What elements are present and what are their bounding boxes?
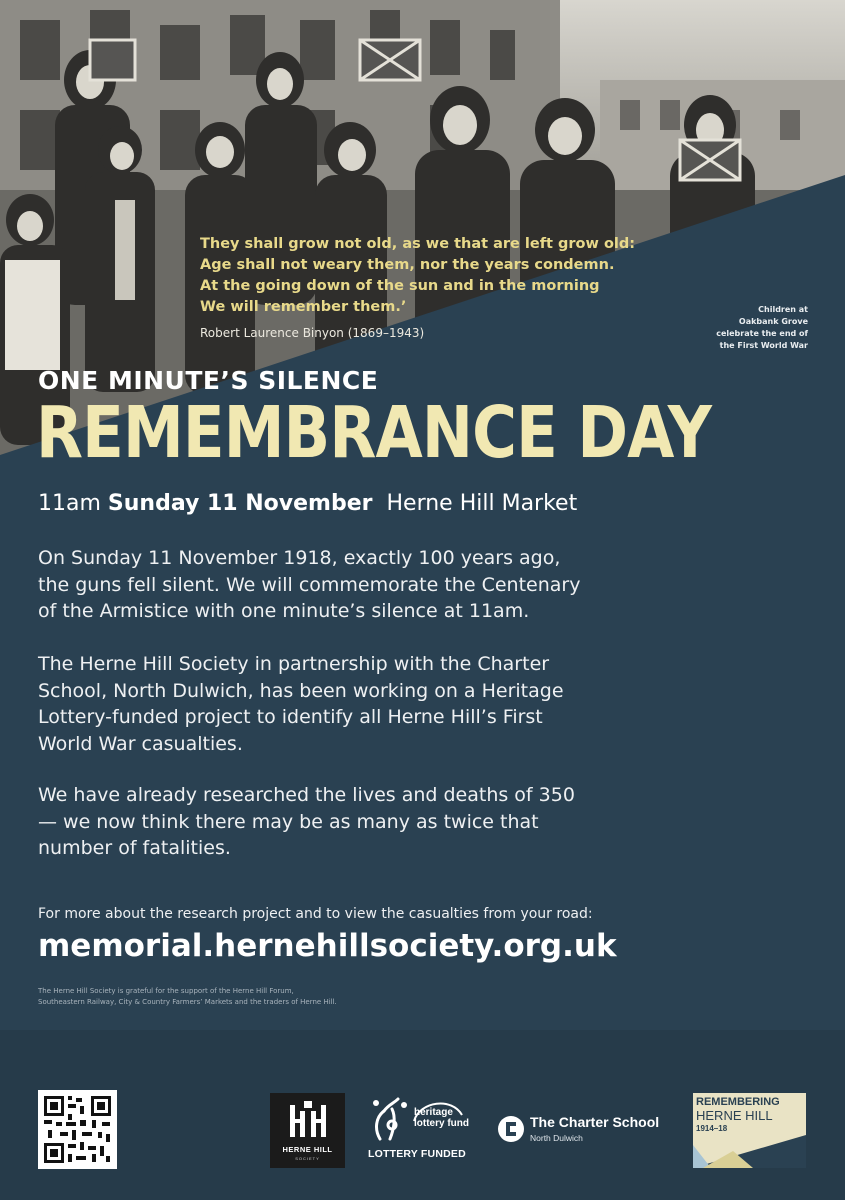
event-details [38, 491, 577, 516]
rhh-line3: 1914–18 [696, 1124, 728, 1133]
rhh-line1: REMEMBERING [696, 1096, 780, 1108]
remembering-herne-hill-logo [693, 1093, 806, 1168]
caption-line: Oakbank Grove [738, 317, 808, 326]
lottery-funded-text: LOTTERY FUNDED [368, 1148, 466, 1160]
rhh-line2: HERNE HILL [696, 1108, 773, 1123]
paragraph-line: On Sunday 11 November 1918, exactly 100 years ago, [38, 547, 561, 569]
quote-line: They shall grow not old, as we that are left grow old: [200, 236, 636, 252]
hhs-name: HERNE HILL [282, 1145, 333, 1154]
more-info-text: For more about the research project and to view the casualties from your road: [38, 906, 593, 922]
event-location: Herne Hill Market [386, 491, 578, 516]
paragraph-line: of the Armistice with one minute’s silence at 11am. [38, 600, 530, 622]
hhs-monogram-icon [290, 1101, 326, 1141]
paragraph-line: School, North Dulwich, has been working on a Heritage [38, 679, 564, 702]
paragraph-line: number of fatalities. [38, 837, 231, 859]
charter-school-location: North Dulwich [530, 1133, 583, 1143]
memorial-url-link[interactable]: memorial.hernehillsociety.org.uk [38, 928, 617, 964]
charter-school-c-icon [497, 1115, 525, 1143]
paragraph-line: — we now think there may be as many as twice that [38, 810, 539, 833]
paragraph-line: Lottery-funded project to identify all Herne Hill’s First [38, 706, 543, 728]
paragraph-line: We have already researched the lives and deaths of 350 [38, 784, 575, 806]
page-title: REMEMBRANCE DAY [36, 391, 712, 474]
subtitle: ONE MINUTE’S SILENCE [38, 366, 379, 395]
acknowledgement-line: Southeastern Railway, City & Country Farmers’ Markets and the traders of Herne Hill. [38, 998, 337, 1006]
event-date: Sunday 11 November [107, 491, 373, 516]
charter-school-logo [497, 1111, 667, 1147]
charter-school-name: The Charter School [530, 1114, 660, 1130]
paragraph-line: World War casualties. [38, 732, 243, 755]
caption-line: celebrate the end of [716, 329, 808, 338]
binyon-quote [200, 234, 660, 318]
paragraph-armistice [38, 545, 638, 625]
quote-line: We will remember them.’ [200, 299, 407, 315]
paragraph-project [38, 651, 638, 757]
paragraph-line: The Herne Hill Society in partnership with the Charter [38, 653, 550, 675]
quote-author: Robert Laurence Binyon (1869–1943) [200, 326, 425, 340]
hhs-sub: SOCIETY [295, 1156, 320, 1161]
national-lottery-crossed-fingers-icon [368, 1095, 412, 1145]
qr-code[interactable] [38, 1090, 117, 1169]
heritage-lottery-fund-text [414, 1107, 469, 1129]
photo-caption [668, 304, 808, 352]
event-time: 11am [38, 491, 101, 516]
herne-hill-society-logo [270, 1093, 345, 1168]
caption-line: Children at [758, 305, 808, 314]
hlf-line: heritage [414, 1107, 453, 1118]
acknowledgement-line: The Herne Hill Society is grateful for the support of the Herne Hill Forum, [38, 987, 294, 995]
caption-line: the First World War [719, 341, 808, 350]
acknowledgements [38, 986, 337, 1008]
qr-code-icon [38, 1090, 117, 1169]
quote-line: Age shall not weary them, nor the years condemn. [200, 257, 615, 273]
paragraph-research [38, 782, 638, 862]
lottery-logos [366, 1093, 480, 1168]
quote-line: At the going down of the sun and in the morning [200, 278, 600, 294]
paragraph-line: the guns fell silent. We will commemorate the Centenary [38, 573, 581, 596]
hlf-line: lottery fund [414, 1118, 469, 1129]
